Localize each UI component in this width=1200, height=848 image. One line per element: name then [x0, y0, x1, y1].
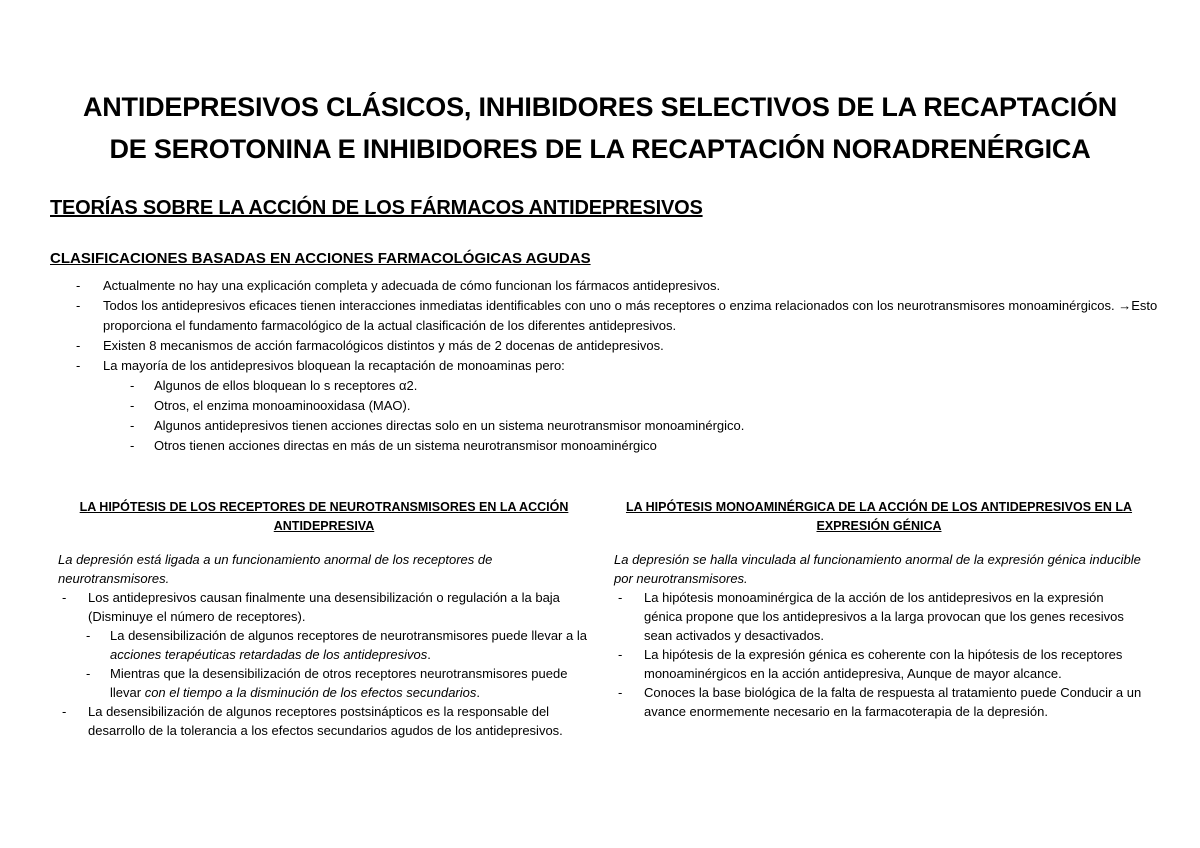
list-item: - Actualmente no hay una explicación completa y adecuada de cómo funcionan los fármacos antidepresivos.: [50, 276, 1160, 296]
sub-list-item: - Otros, el enzima monoaminooxidasa (MAO).: [50, 396, 1160, 416]
bullet-dash: -: [86, 628, 91, 643]
title-line-2: DE SEROTONINA E INHIBIDORES DE LA RECAPTACIÓN NORADRENÉRGICA: [109, 134, 1091, 164]
list-item: - La mayoría de los antidepresivos bloquean la recaptación de monoaminas pero:: [50, 356, 1160, 376]
bullet-dash: -: [86, 666, 91, 681]
list-item: - La hipótesis monoaminérgica de la acción de los antidepresivos en la expresión génica propone que los antidepresivos a la larga provocan que los genes recesivos sean activados y desactivados.: [618, 590, 1124, 643]
sub-list-item: - Otros tienen acciones directas en más de un sistema neurotransmisor monoaminérgico: [50, 436, 1160, 456]
subsection-heading: CLASIFICACIONES BASADAS EN ACCIONES FARMACOLÓGICAS AGUDAS: [50, 250, 591, 267]
bullet-dash: -: [130, 378, 135, 393]
sub-list-item: - Mientras que la desensibilización de otros receptores neurotransmisores puede llevar con el tiempo a la disminución de los efectos secundarios.: [86, 666, 568, 700]
bullet-dash: -: [130, 418, 135, 433]
list-item: - Existen 8 mecanismos de acción farmacológicos distintos y más de 2 docenas de antidepresivos.: [50, 336, 1160, 356]
list-item: - Los antidepresivos causan finalmente una desensibilización o regulación a la baja (Disminuye el número de receptores).: [62, 590, 560, 624]
bullet-list: [50, 276, 1160, 456]
bullet-dash: -: [618, 647, 623, 662]
bullet-dash: -: [76, 298, 81, 313]
right-column-heading: LA HIPÓTESIS MONOAMINÉRGICA DE LA ACCIÓN DE LOS ANTIDEPRESIVOS EN LA EXPRESIÓN GÉNICA: [625, 500, 1133, 533]
list-item: - La hipótesis de la expresión génica es coherente con la hipótesis de los receptores monoaminérgicos en la acción antidepresiva, Aunque de mayor alcance.: [618, 647, 1123, 681]
bullet-dash: -: [76, 278, 81, 293]
bullet-dash: -: [76, 338, 81, 353]
bullet-dash: -: [62, 590, 67, 605]
left-column-intro: La depresión está ligada a un funcionamiento anormal de los receptores de neurotransmisores.: [58, 552, 493, 586]
sub-list-item: - Algunos antidepresivos tienen acciones directas solo en un sistema neurotransmisor monoaminérgico.: [50, 416, 1160, 436]
list-item: - Conoces la base biológica de la falta de respuesta al tratamiento puede Conducir a un avance enormemente necesario en la farmacoterapia de la depresión.: [618, 685, 1142, 719]
sub-list-item: - Algunos de ellos bloquean lo s receptores α2.: [50, 376, 1160, 396]
title-line-1: ANTIDEPRESIVOS CLÁSICOS, INHIBIDORES SELECTIVOS DE LA RECAPTACIÓN: [82, 92, 1118, 122]
sub-list-item: - La desensibilización de algunos receptores de neurotransmisores puede llevar a la acciones terapéuticas retardadas de los antidepresivos.: [86, 628, 587, 662]
left-column: [58, 498, 590, 740]
page-title: [40, 86, 1160, 170]
bullet-dash: -: [130, 438, 135, 453]
bullet-dash: -: [618, 590, 623, 605]
bullet-dash: -: [130, 398, 135, 413]
right-column-intro: La depresión se halla vinculada al funcionamiento anormal de la expresión génica inducible por neurotransmisores.: [614, 552, 1141, 586]
bullet-dash: -: [618, 685, 623, 700]
bullet-dash: -: [62, 704, 67, 719]
list-item: - Todos los antidepresivos eficaces tienen interacciones inmediatas identificables con uno o más receptores o enzima relacionados con los neurotransmisores monoaminérgicos. →Esto proporciona el fundamento farmacológico de la actual clasificación de los diferentes antidepresivos.: [76, 298, 1158, 333]
bullet-dash: -: [76, 358, 81, 373]
left-column-heading: LA HIPÓTESIS DE LOS RECEPTORES DE NEUROTRANSMISORES EN LA ACCIÓN ANTIDEPRESIVA: [79, 500, 569, 533]
list-item: - La desensibilización de algunos receptores postsinápticos es la responsable del desarrollo de la tolerancia a los efectos secundarios agudos de los antidepresivos.: [62, 704, 563, 738]
section-heading: TEORÍAS SOBRE LA ACCIÓN DE LOS FÁRMACOS ANTIDEPRESIVOS: [50, 197, 703, 219]
right-column: [614, 498, 1144, 721]
